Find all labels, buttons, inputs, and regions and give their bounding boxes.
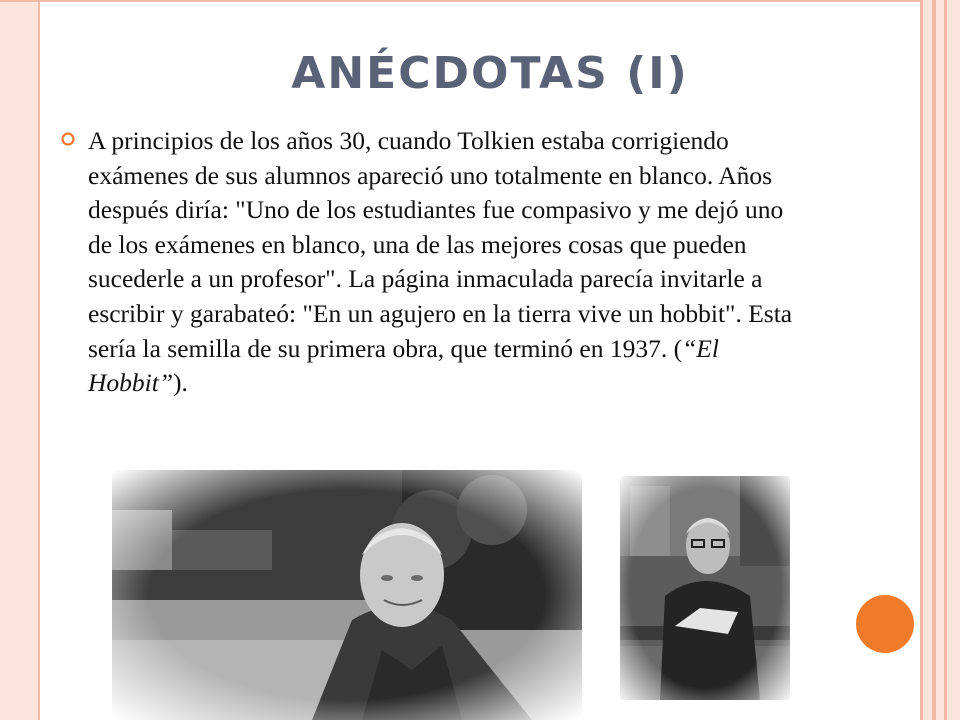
slide-title: ANÉCDOTAS (I) [291,48,689,99]
right-frame-band [920,0,960,720]
body-text-main: A principios de los años 30, cuando Tolkien estaba corrigiendo exámenes de sus alumnos apareció uno totalmente en blanco. Años después diría: "Uno de los estudiantes fue compasivo y me dejó uno de los exámenes en blanco, una de las mejores cosas que pueden sucederle a un profesor". La página inmaculada parecía invitarle a escribir y garabateó: "En un agujero en la tierra vive un hobbit". Esta sería la semilla de su primera obra, que terminó en 1937. ( [88,126,793,363]
tolkien-reading-photo [620,476,790,700]
orange-circle-decoration [856,595,914,653]
body-text-book-title: “El Hobbit” [88,333,719,398]
slide-body-text [88,124,800,401]
tolkien-garden-photo [112,470,582,720]
orange-ring-bullet-icon [60,131,76,147]
top-frame-line [0,0,920,2]
left-frame-line [38,0,40,720]
body-text-end: ). [173,368,188,398]
left-frame-band [0,0,40,720]
